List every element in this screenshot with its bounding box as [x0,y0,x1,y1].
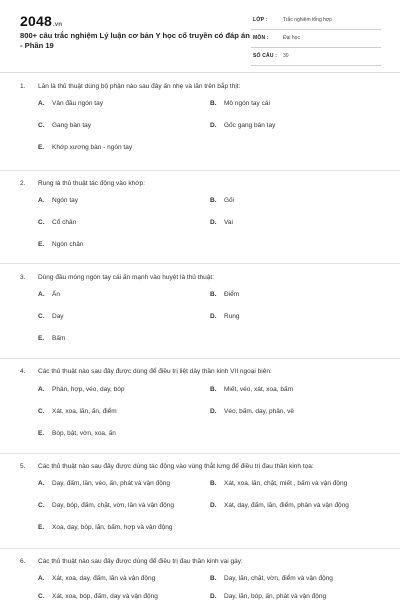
option-text: Phân, hợp, véo, day, bóp [52,386,125,393]
option-text: Ngón tay [52,197,79,204]
option-letter: B. [210,100,217,107]
option-d[interactable] [210,502,349,509]
option-letter: C. [38,593,45,600]
option-text: Ấn [52,291,60,298]
option-c[interactable] [38,408,117,415]
option-e[interactable] [38,335,65,342]
meta-value: Đại học [283,35,300,41]
option-e[interactable] [38,144,132,151]
option-letter: D. [210,219,217,226]
option-c[interactable] [38,593,158,600]
question-text [20,273,384,282]
option-b[interactable] [210,575,333,582]
meta-table [251,12,381,66]
option-letter: D. [210,122,217,129]
question-1 [0,73,400,171]
question-prompt: Dùng đầu móng ngón tay cái ấn mạnh vào huyệt là thủ thuật: [38,274,214,281]
meta-row-count [251,48,381,66]
option-e[interactable] [38,241,83,248]
option-letter: B. [210,480,217,487]
option-text: Điểm [224,291,240,298]
question-number: 6. [20,558,26,565]
question-text [20,82,384,91]
option-c[interactable] [38,502,174,509]
option-b[interactable] [210,100,270,107]
option-text: Gối [224,197,235,204]
question-number: 2. [20,180,26,187]
option-d[interactable] [210,593,326,600]
option-b[interactable] [210,197,234,204]
question-number: 1. [20,83,26,90]
question-text [20,557,384,566]
question-prompt: Các thủ thuật nào sau đây được dùng để điều trị đau thần kinh vai gáy: [38,558,243,565]
question-prompt: Rung là thủ thuật tác động vào khớp: [38,180,145,187]
option-letter: E. [38,524,45,531]
option-letter: B. [210,291,217,298]
option-letter: C. [38,408,45,415]
option-text: Bấm [52,335,66,342]
option-text: Rung [224,313,240,320]
option-letter: E. [38,430,45,437]
question-number: 5. [20,463,26,470]
question-text [20,367,384,376]
option-letter: C. [38,502,45,509]
option-a[interactable] [38,197,78,204]
option-letter: D. [210,408,217,415]
option-c[interactable] [38,219,76,226]
option-text: Day, lăn, chặt, vờn, điểm và vận động [224,575,333,582]
option-text: Miết, véo, xát, xoa, bấm [224,386,294,393]
logo-text: 2048 [20,13,52,29]
site-logo[interactable] [20,13,62,29]
option-text: Xát, xoa, lăn, ấn, điểm [52,408,117,415]
option-text: Gang bàn tay [52,122,92,129]
logo-suffix: .vn [52,22,63,28]
option-text: Gốc gang bàn tay [224,122,276,129]
option-text: Xát, xoa, lăn, chặt, miết , bấm và vận động [224,480,348,487]
option-letter: B. [210,386,217,393]
option-text: Véo, bấm, day, phân, vê [224,408,294,415]
option-a[interactable] [38,291,60,298]
option-letter: D. [210,502,217,509]
option-b[interactable] [210,386,293,393]
option-letter: E. [38,335,45,342]
option-letter: E. [38,144,45,151]
option-letter: B. [210,197,217,204]
option-letter: C. [38,313,45,320]
option-d[interactable] [210,219,233,226]
question-prompt: Lăn là thủ thuật dùng bộ phận nào sau đây ấn nhẹ và lăn trên bắp thịt: [38,83,241,90]
option-text: Day, bóp, đấm, chặt, vờn, lăn và vận động [52,502,174,509]
option-text: Xát, day, đấm, lăn, điểm, phân và vận động [224,502,349,509]
option-letter: A. [38,480,45,487]
option-text: Day, lăn, bóp, ấn, phát và vận động [224,593,327,600]
question-6 [0,549,400,600]
option-text: Vân đầu ngón tay [52,100,103,107]
option-letter: A. [38,197,45,204]
option-letter: C. [38,219,45,226]
option-text: Xoa, day, bóp, lăn, bấm, hợp và vận động [52,524,173,531]
option-letter: D. [210,313,217,320]
option-text: Mô ngón tay cái [224,100,270,107]
option-e[interactable] [38,430,116,437]
option-d[interactable] [210,122,275,129]
option-d[interactable] [210,313,240,320]
meta-label: LỚP : [253,17,268,23]
option-e[interactable] [38,524,173,531]
question-number: 4. [20,368,26,375]
question-prompt: Các thủ thuật nào sau đây được dùng để điều trị liệt dây thần kinh VII ngoại biên: [38,368,272,375]
option-text: Xát, xoa, day, đấm, lăn và vận động [52,575,156,582]
option-a[interactable] [38,386,124,393]
option-a[interactable] [38,575,155,582]
option-text: Bóp, bật, vờn, xoa, ấn [52,430,116,437]
meta-value: 30 [283,53,289,59]
meta-value: Trắc nghiệm tổng hợp [283,17,332,23]
option-text: Xát, xoa, bóp, đấm, day và vận động [52,593,158,600]
meta-label: MÔN : [253,35,269,41]
question-text [20,179,384,188]
option-text: Ngón chân [52,241,84,248]
option-a[interactable] [38,480,170,487]
option-b[interactable] [210,291,239,298]
option-c[interactable] [38,313,64,320]
meta-row-class [251,12,381,30]
meta-row-subject [251,30,381,48]
option-text: Cổ chân [52,219,77,226]
option-letter: C. [38,122,45,129]
question-4 [0,359,400,454]
option-text: Khớp xương bàn - ngón tay [52,144,133,151]
question-2 [0,171,400,264]
option-b[interactable] [210,480,347,487]
question-prompt: Các thủ thuật nào sau đây được dùng tác động vào vùng thắt lưng để điều trị đau thần kinh tọa: [38,463,314,470]
option-text: Vai [224,219,233,226]
question-3 [0,264,400,359]
meta-label: SỐ CÂU : [253,53,278,59]
option-letter: A. [38,291,45,298]
option-letter: B. [210,575,217,582]
option-c[interactable] [38,122,91,129]
option-d[interactable] [210,408,294,415]
document-title: 800+ câu trắc nghiệm Lý luận cơ bản Y học cổ truyền có đáp án - Phần 19 [20,31,250,50]
question-number: 3. [20,274,26,281]
option-letter: E. [38,241,45,248]
page-header [0,0,400,73]
option-text: Day, đấm, lăn, véo, ấn, phát và vận động [52,480,171,487]
option-letter: A. [38,100,45,107]
option-letter: A. [38,386,45,393]
option-text: Day [52,313,64,320]
option-letter: A. [38,575,45,582]
option-letter: D. [210,593,217,600]
question-5 [0,454,400,549]
question-text [20,462,384,471]
option-a[interactable] [38,100,103,107]
